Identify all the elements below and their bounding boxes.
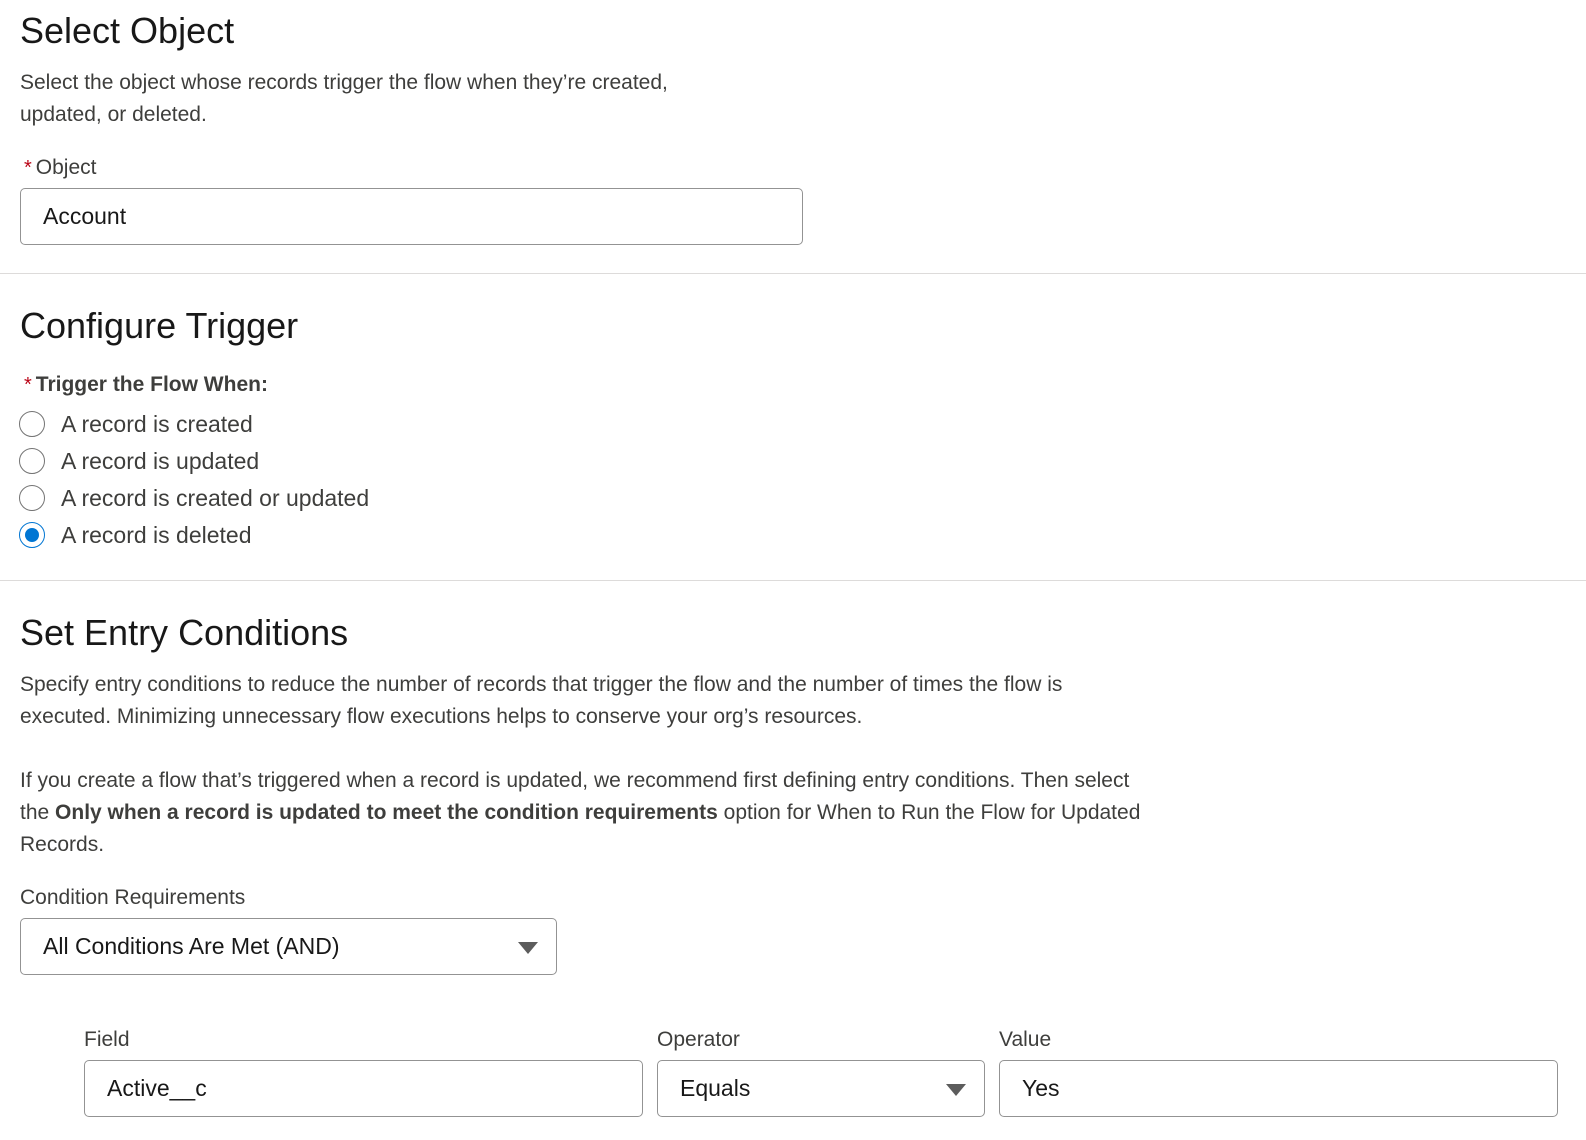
required-mark: * [24,157,32,179]
trigger-field-label [24,373,268,397]
object-input-value: Account [43,203,127,229]
description-line [20,797,1280,829]
field-column-label: Field [84,1028,130,1051]
radio-button[interactable] [19,448,45,474]
description-line: If you create a flow that’s triggered when a record is updated, we recommend first defining entry conditions. Then select [20,769,1130,792]
required-mark: * [24,374,32,396]
radio-label: A record is updated [61,447,260,474]
bold-option-name: Only when a record is updated to meet the condition requirements [55,801,718,824]
operator-column-label: Operator [657,1028,740,1051]
condition-requirements-label: Condition Requirements [20,886,246,909]
section-divider [0,580,1586,581]
radio-label: A record is created [61,410,253,437]
entry-conditions-recommendation [20,765,1280,861]
condition-value-input[interactable] [999,1060,1558,1117]
object-field-label [24,156,97,180]
radio-label: A record is deleted [61,521,252,548]
object-input[interactable] [20,188,803,245]
radio-label: A record is created or updated [61,484,370,511]
field-value: Active__c [107,1075,207,1101]
radio-selected-dot [25,528,39,542]
select-value: All Conditions Are Met (AND) [43,933,340,959]
entry-conditions-title: Set Entry Conditions [20,612,349,653]
select-object-title: Select Object [20,10,235,51]
trigger-label-text: Trigger the Flow When: [35,373,268,396]
text-fragment: the [20,801,56,824]
chevron-down-icon [518,942,538,954]
text-fragment: option for When to Run the Flow for Updated [717,801,1141,824]
section-divider [0,273,1586,274]
configure-trigger-title: Configure Trigger [20,305,299,346]
description-line: Select the object whose records trigger the flow when they’re created, [20,71,668,94]
radio-option-updated[interactable] [19,446,259,476]
radio-option-deleted[interactable] [19,520,252,550]
condition-operator-select[interactable] [657,1060,985,1117]
radio-option-created[interactable] [19,409,253,439]
radio-button[interactable] [19,485,45,511]
select-object-description [20,67,668,131]
description-line: Specify entry conditions to reduce the number of records that trigger the flow and the number of times the flow is [20,673,1063,696]
value-text: Yes [1022,1075,1060,1101]
object-label-text: Object [35,156,97,179]
description-line: executed. Minimizing unnecessary flow executions helps to conserve your org’s resources. [20,705,863,728]
entry-conditions-description [20,669,1280,733]
condition-field-input[interactable] [84,1060,643,1117]
operator-value: Equals [680,1075,751,1101]
description-line: updated, or deleted. [20,103,207,126]
radio-button[interactable] [19,411,45,437]
description-line: Records. [20,833,105,856]
condition-requirements-select[interactable] [20,918,557,975]
radio-option-created-or-updated[interactable] [19,483,369,513]
chevron-down-icon [946,1084,966,1096]
radio-button-selected[interactable] [19,522,45,548]
value-column-label: Value [999,1028,1052,1051]
